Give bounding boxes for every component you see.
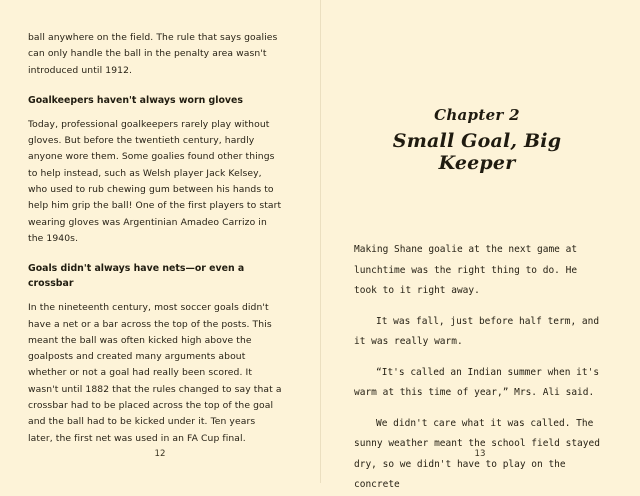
story-paragraph-3: “It's called an Indian summer when it's warm at this time of year,” Mrs. Ali said. <box>354 366 600 398</box>
section-heading-nets: Goals didn't always have nets—or even a crossbar <box>28 263 245 290</box>
continued-paragraph: ball anywhere on the field. The rule that says goalies can only handle the ball in the penalty area wasn't introduced until 1912. <box>28 32 278 76</box>
chapter-heading-block <box>354 106 600 174</box>
right-page <box>320 0 640 490</box>
chapter-label: Chapter 2 <box>434 106 520 124</box>
left-page <box>0 0 320 483</box>
chapter-title: Small Goal, Big Keeper <box>392 130 562 174</box>
section-paragraph-nets: In the nineteenth century, most soccer goals didn't have a net or a bar across the top of the posts. This meant the ball was often kicked high above the goalposts and created many arguments about whether or not a goal had really been scored. It wasn't until 1882 that the rules changed to say that a crossbar had to be placed across the top of the goal and the ball had to be kicked under it. Ten years later, the first net was used in an FA Cup final. <box>28 302 282 444</box>
section-paragraph-gloves: Today, professional goalkeepers rarely play without gloves. But before the twentieth century, hardly anyone wore them. Some goalies found other things to help instead, such as Welsh player Jack Kelsey, who used to rub chewing gum between his hands to help him grip the ball! One of the first players to start wearing gloves was Argentinian Amadeo Carrizo in the 1940s. <box>28 118 282 244</box>
section-heading-gloves: Goalkeepers haven't always worn gloves <box>28 94 243 106</box>
story-paragraph-4: We didn't care what it was called. The sunny weather meant the school field stayed dry, so we didn't have to play on the concrete <box>354 417 600 490</box>
story-paragraph-2: It was fall, just before half term, and it was really warm. <box>354 315 600 347</box>
page-number-left: 12 <box>154 449 166 459</box>
page-number-right: 13 <box>474 449 486 459</box>
story-paragraph-1: Making Shane goalie at the next game at lunchtime was the right thing to do. He took to it right away. <box>354 244 578 296</box>
